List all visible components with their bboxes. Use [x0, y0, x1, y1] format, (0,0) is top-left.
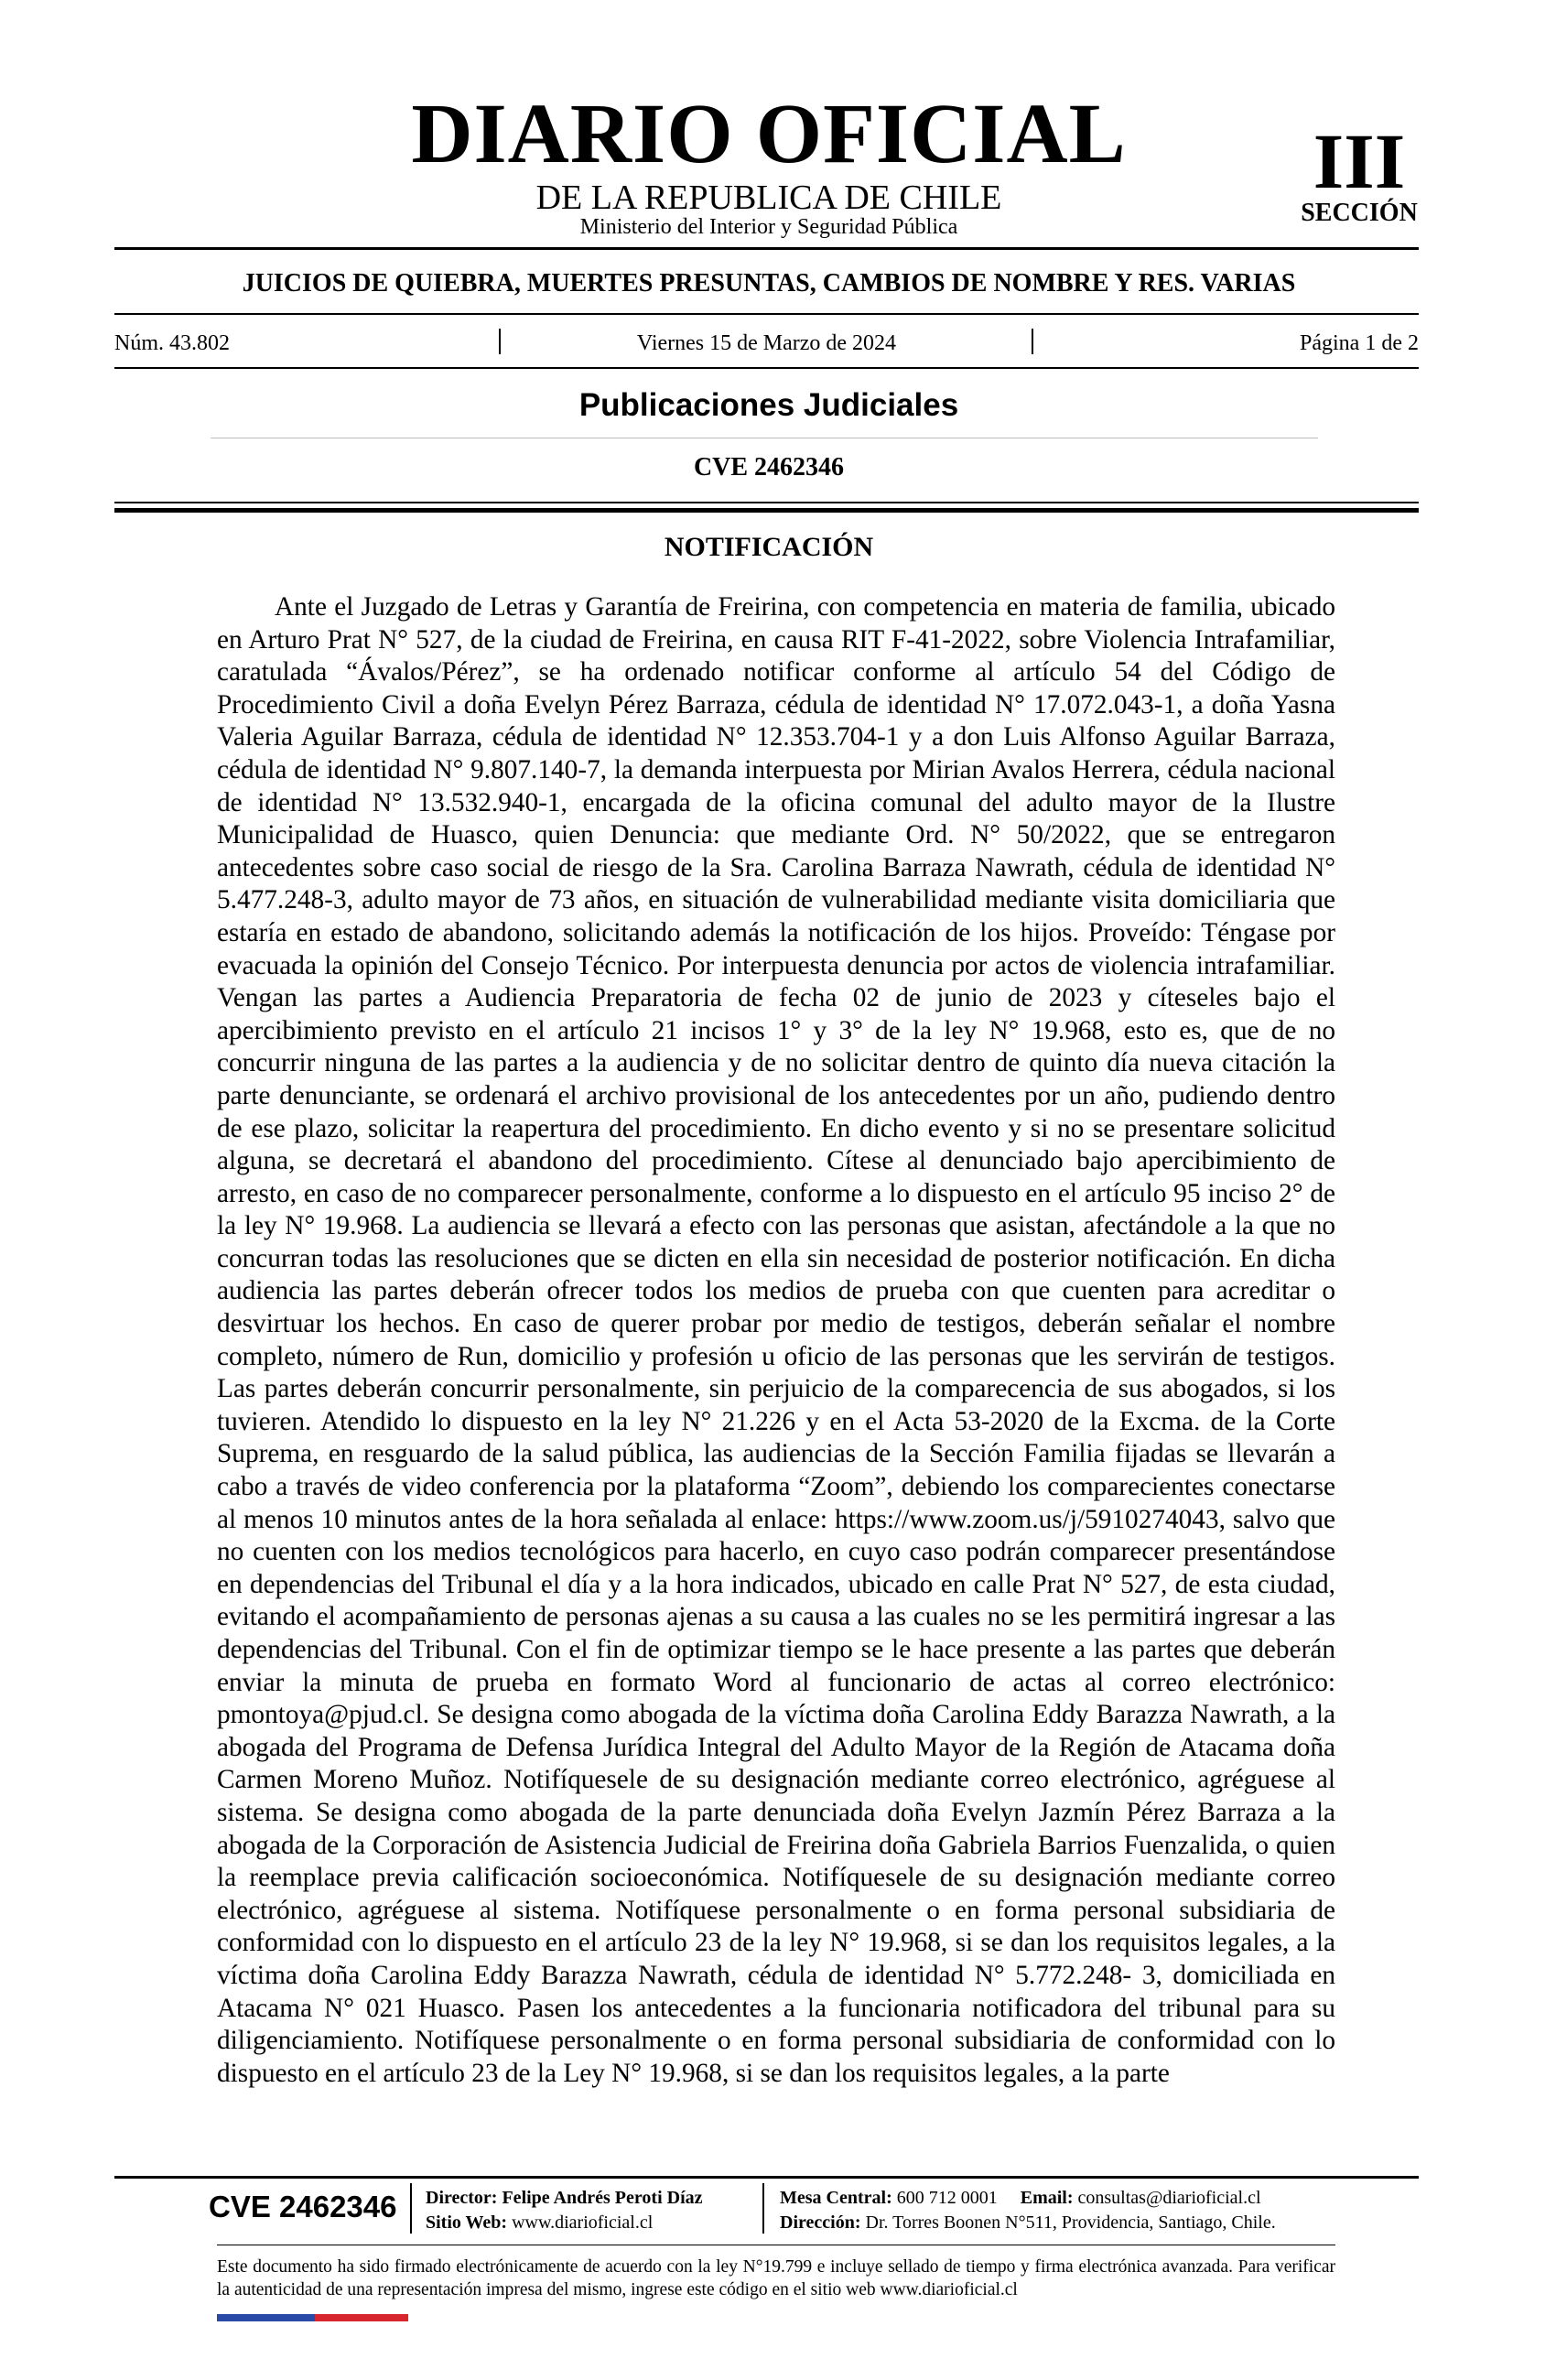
- phone-label: Mesa Central:: [780, 2188, 892, 2208]
- cve-code: CVE 2462346: [693, 453, 845, 481]
- address-label: Dirección:: [780, 2212, 861, 2233]
- email-label: Email:: [1020, 2188, 1074, 2208]
- notification-body: Ante el Juzgado de Letras y Garantía de Freirina, con competencia en materia de familia, ubicado en Arturo Prat N° 527, de la ciudad de Freirina, en causa RIT F-41-2022, sobre Violencia Intrafamiliar, caratulada “Ávalos/Pérez”, se ha ordenado notificar conforme al artículo 54 del Código de Procedimiento Civil a doña Evelyn Pérez Barraza, cédula de identidad N° 17.072.043-1, a doña Yasna Valeria Aguilar Barraza, cédula de identidad N° 12.353.704-1 y a don Luis Alfonso Aguilar Barraza, cédula de identidad N° 9.807.140-7, la demanda interpuesta por Mirian Avalos Herrera, cédula nacional de identidad N° 13.532.940-1, encargada de la oficina comunal del adulto mayor de la Ilustre Municipalidad de Huasco, quien Denuncia: que mediante Ord. N° 50/2022, que se entregaron antecedentes sobre caso social de riesgo de la Sra. Carolina Barraza Nawrath, cédula de identidad N° 5.477.248-3, adulto mayor de 73 años, en situación de vulnerabilidad mediante visita domiciliaria que estaría en estado de abandono, solicitando además la notificación de los hijos. Proveído: Téngase por evacuada la opinión del Consejo Técnico. Por interpuesta denuncia por actos de violencia intrafamiliar. Vengan las partes a Audiencia Preparatoria de fecha 02 de junio de 2023 y cíteseles bajo el apercibimiento previsto en el artículo 21 incisos 1° y 3° de la ley N° 19.968, esto es, que de no concurrir ninguna de las partes a la audiencia y de no solicitar dentro de quinto día nueva citación la parte denunciante, se ordenará el archivo provisional de los antecedentes por un año, pudiendo dentro de ese plazo, solicitar la reapertura del procedimiento. En dicho evento y si no se presentare solicitud alguna, se decretará el abandono del procedimiento. Cítese al denunciado bajo apercibimiento de arresto, en caso de no comparecer personalmente, conforme a lo dispuesto en el artículo 95 inciso 2° de la ley N° 19.968. La audiencia se llevará a efecto con las personas que asistan, afectándole a la que no concurran todas las resoluciones que se dicten en ella sin necesidad de posterior notificación. En dicha audiencia las partes deberán ofrecer todos los medios de prueba con que cuenten para acreditar o desvirtuar los hechos. En caso de querer probar por medio de testigos, deberán señalar el nombre completo, número de Run, domicilio y profesión u oficio de las personas que les servirán de testigos. Las partes deberán concurrir personalmente, sin perjuicio de la comparecencia de sus abogados, si los tuvieren. Atendido lo dispuesto en la ley N° 21.226 y en el Acta 53-2020 de la Excma. de la Corte Suprema, en resguardo de la salud pública, las audiencias de la Sección Familia fijadas se llevarán a cabo a través de video conferencia por la plataforma “Zoom”, debiendo los comparecientes conectarse al menos 10 minutos antes de la hora señalada al enlace: https://www.zoom.us/j/5910274043, salvo que no cuenten con los medios tecnológicos para hacerlo, en cuyo caso podrán comparecer presentándose en dependencias del Tribunal el día y a la hora indicados, ubicado en calle Prat N° 527, de esta ciudad, evitando el acompañamiento de personas ajenas a su causa a las cuales no se les permitirá ingresar a las dependencias del Tribunal. Con el fin de optimizar tiempo se le hace presente a las partes que deberán enviar la minuta de prueba en formato Word al funcionario de actas al correo electrónico: pmontoya@pjud.cl. Se designa como abogada de la víctima doña Carolina Eddy Barazza Nawrath, a la abogada del Programa de Defensa Jurídica Integral del Adulto Mayor de la Región de Atacama doña Carmen Moreno Muñoz. Notifíquesele de su designación mediante correo electrónico, agréguese al sistema. Se designa como abogada de la parte denunciada doña Evelyn Jazmín Pérez Barraza a la abogada de la Corporación de Asistencia Judicial de Freirina doña Gabriela Barrios Fuenzalida, o quien la reemplace previa calificación socioeconómica. Notifíquesele de su designación mediante correo electrónico, agréguese al sistema. Notifíquese personalmente o en forma personal subsidiaria de conformidad con lo dispuesto en el artículo 23 de la ley N° 19.968, si se dan los requisitos legales, a la víctima doña Carolina Eddy Barazza Nawrath, cédula de identidad N° 5.772.248- 3, domiciliada en Atacama N° 021 Huasco. Pasen los antecedentes a la funcionaria notificadora del tribunal para su diligenciamiento. Notifíquese personalmente o en forma personal subsidiaria de conformidad con lo dispuesto en el artículo 23 de la Ley N° 19.968, si se dan los requisitos legales, a la parte: [217, 592, 1335, 2088]
- page-indicator: Página 1 de 2: [1300, 331, 1419, 355]
- director-label: Director:: [426, 2188, 498, 2208]
- category-heading: JUICIOS DE QUIEBRA, MUERTES PRESUNTAS, CAMBIOS DE NOMBRE Y RES. VARIAS: [242, 269, 1296, 298]
- footer-contact-block: [780, 2186, 1276, 2235]
- issue-date: Viernes 15 de Marzo de 2024: [636, 331, 897, 355]
- footer-separator: [410, 2183, 412, 2234]
- header-double-rule-top: [114, 502, 1419, 503]
- section-number: III: [1313, 117, 1406, 205]
- flag-stripe-red: [315, 2314, 408, 2321]
- website-link[interactable]: www.diarioficial.cl: [512, 2212, 654, 2233]
- header-double-rule-bottom: [114, 508, 1419, 513]
- footer-top-rule: [114, 2176, 1419, 2179]
- footer-director-block: [426, 2186, 703, 2235]
- issue-divider: [114, 367, 1419, 369]
- masthead-subtitle: DE LA REPUBLICA DE CHILE: [535, 178, 1002, 217]
- phone-number: 600 712 0001: [896, 2188, 998, 2208]
- masthead-title: DIARIO OFICIAL: [411, 87, 1127, 181]
- email-link[interactable]: consultas@diarioficial.cl: [1077, 2188, 1261, 2208]
- document-title: NOTIFICACIÓN: [664, 532, 874, 562]
- footer-separator: [762, 2183, 764, 2234]
- website-label: Sitio Web:: [426, 2212, 508, 2233]
- issue-number: Núm. 43.802: [114, 331, 230, 355]
- masthead-divider: [114, 247, 1419, 250]
- footer-verification-note: Este documento ha sido firmado electrónicamente de acuerdo con la ley N°19.799 e incluye sellado de tiempo y firma electrónica avanzada. Para verificar la autenticidad de una representación impresa del mismo, ingrese este código en el sitio web www.diarioficial.cl: [217, 2257, 1335, 2299]
- issue-info-row: [114, 332, 1419, 360]
- section-label: SECCIÓN: [1301, 199, 1418, 227]
- masthead-ministry: Ministerio del Interior y Seguridad Pública: [579, 215, 958, 239]
- category-divider: [114, 313, 1419, 315]
- issue-separator: [1032, 329, 1033, 354]
- director-name: Felipe Andrés Peroti Díaz: [502, 2188, 703, 2208]
- footer-cve-code: CVE 2462346: [209, 2190, 397, 2223]
- publication-heading: Publicaciones Judiciales: [578, 387, 959, 423]
- flag-stripe-blue: [217, 2314, 315, 2321]
- address-value: Dr. Torres Boonen N°511, Providencia, Santiago, Chile.: [865, 2212, 1276, 2233]
